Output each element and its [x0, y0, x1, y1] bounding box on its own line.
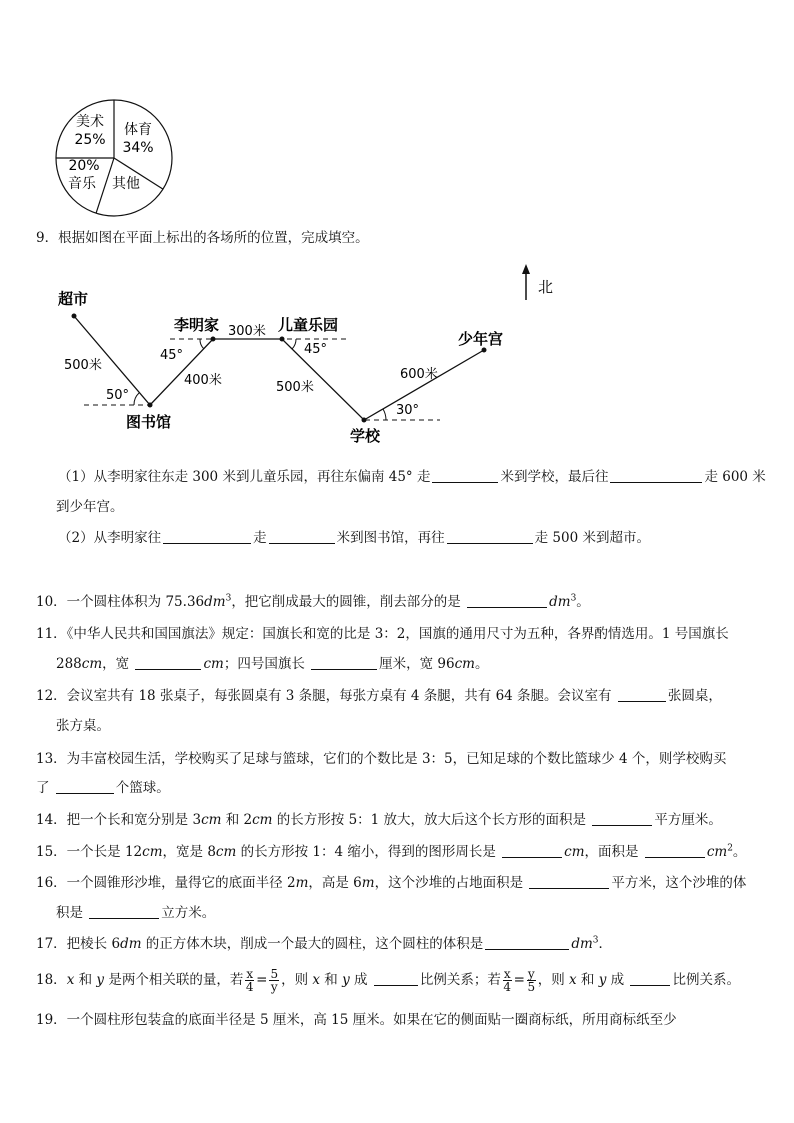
q17 [36, 934, 764, 954]
pie-label-pe: 体育 [124, 122, 152, 138]
q13-blank[interactable] [56, 779, 114, 794]
q9-sub2-text-c: 米到图书馆，再往 [336, 530, 445, 546]
q12-text-c: 张方桌。 [56, 718, 110, 734]
north-label: 北 [538, 278, 554, 296]
q18-frac-3-den: 4 [503, 980, 512, 994]
q17-text-a: 17．把棱长 6 [36, 936, 121, 952]
q18-frac-2-den: y [270, 980, 278, 994]
q17-unit-1: dm [120, 936, 142, 952]
q10-unit-2: dm [549, 594, 571, 610]
q13-text-a: 13．为丰富校园生活，学校购买了足球与篮球，它们的个数比是 3：5，已知足球的个数比篮球少 4 个，则学校购买 [36, 751, 727, 767]
q15-text-b: ，宽是 8 [162, 844, 216, 860]
q16-line2 [56, 903, 764, 923]
point-supermarket [72, 314, 77, 319]
angle-30: 30° [396, 403, 420, 418]
q9-number: 9． [36, 230, 59, 246]
q18-frac-1-den: 4 [245, 980, 254, 994]
q12-line2 [56, 716, 764, 736]
q18-text-d: ，则 [281, 972, 313, 988]
q18-var-x-2: x [312, 972, 320, 988]
q15-text-e: 。 [732, 844, 747, 860]
q18-frac-3 [503, 968, 512, 993]
q18-var-y-2: y [342, 972, 350, 988]
q10-exp-1: 3 [225, 593, 232, 604]
q18-frac-4-den: 5 [527, 980, 536, 994]
q15-text-d: ，面积是 [584, 844, 643, 860]
q18-text-c: 是两个相关联的量，若 [104, 972, 244, 988]
angle-arc-30 [383, 409, 386, 420]
q18-text-g: 比例关系。 [672, 972, 740, 988]
q18-frac-1 [245, 968, 254, 993]
q18 [36, 967, 764, 993]
point-palace [482, 348, 487, 353]
q15-blank-2[interactable] [645, 843, 705, 858]
label-school: 学校 [350, 427, 381, 445]
q17-text-c: ． [598, 936, 612, 952]
q11-blank-2[interactable] [311, 655, 377, 670]
q10-blank[interactable] [467, 593, 547, 608]
q9-sub2-text-a: （2）从李明家往 [58, 530, 162, 546]
q19-text-a: 19．一个圆柱形包装盒的底面半径是 5 厘米，高 15 厘米。如果在它的侧面贴一圈商标纸，所用商标纸至少 [36, 1012, 677, 1028]
q14 [36, 810, 764, 830]
point-library [148, 403, 153, 408]
point-school [362, 418, 367, 423]
q11-unit-1: cm [81, 656, 103, 672]
q18-eq-2: = [513, 972, 525, 988]
q15-blank-1[interactable] [502, 843, 562, 858]
q9-sub2-blank-3[interactable] [447, 529, 533, 544]
q18-eq-1: = [256, 972, 268, 988]
dist-school-palace: 600米 [400, 367, 438, 382]
q9-sub2-blank-1[interactable] [163, 529, 251, 544]
q15-text-a: 15．一个长是 12 [36, 844, 143, 860]
angle-arc-45b [292, 339, 296, 349]
q15-unit-2: cm [215, 844, 237, 860]
q10-exp-2: 3 [570, 593, 577, 604]
q18-frac-3-num: x [503, 967, 511, 981]
angle-50: 50° [106, 388, 130, 403]
label-home: 李明家 [174, 316, 220, 334]
q18-frac-2-num: 5 [270, 967, 279, 981]
q12-text-a: 12．会议室共有 18 张桌子，每张圆桌有 3 条腿，每张方桌有 4 条腿，共有 64 条腿。会议室有 [36, 688, 616, 704]
q18-text-b-2: 和 [320, 972, 343, 988]
pie-chart [52, 92, 182, 222]
q16-text-f: 立方米。 [161, 905, 216, 921]
q16-blank-1[interactable] [529, 874, 609, 889]
q9-stem-text: 根据如图在平面上标出的各场所的位置，完成填空。 [58, 230, 369, 246]
q18-frac-2 [269, 968, 279, 993]
q9-sub1-cont [56, 497, 764, 517]
q12-blank-1[interactable] [618, 687, 666, 702]
angle-45a: 45° [160, 348, 184, 363]
q18-text-b-3: 和 [576, 972, 599, 988]
q15 [36, 842, 764, 862]
q18-var-x-3: x [569, 972, 577, 988]
q15-unit-1: cm [142, 844, 163, 860]
q17-exp: 3 [592, 935, 599, 946]
q16-text-e: 积是 [56, 905, 88, 921]
q19 [36, 1010, 764, 1030]
q17-text-b: 的正方体木块，削成一个最大的圆柱，这个圆柱的体积是 [141, 936, 484, 952]
q10-text-a: 10．一个圆柱体积为 75.36 [36, 594, 205, 610]
q14-blank[interactable] [592, 811, 652, 826]
q9-sub1-blank-1[interactable] [432, 468, 498, 483]
q14-unit-1: cm [201, 812, 222, 828]
dist-park-school: 500米 [276, 380, 314, 395]
q9-sub1-text-b: 米到学校，最后往 [500, 469, 609, 485]
q18-frac-4 [527, 968, 536, 993]
q15-unit-3: cm [564, 844, 585, 860]
q16-line1 [36, 873, 764, 893]
pie-pct-music: 20% [68, 158, 100, 174]
label-library: 图书馆 [126, 413, 172, 431]
q9-stem [36, 228, 764, 248]
label-park: 儿童乐园 [278, 316, 339, 334]
q11-text-width96: 厘米，宽 96 [379, 656, 455, 672]
q10 [36, 592, 764, 612]
q10-unit-1: dm [204, 594, 226, 610]
point-park [280, 337, 285, 342]
q18-text-f: 比例关系；若 [419, 972, 501, 988]
q11-line2 [56, 654, 764, 674]
q12-text-b: 张圆桌， [667, 688, 722, 704]
pie-label-music: 音乐 [68, 176, 96, 192]
q11-unit-2: cm [203, 656, 224, 672]
dist-supermarket-library: 500米 [64, 358, 102, 373]
q18-var-y: y [96, 972, 105, 988]
q9-sub1 [58, 467, 764, 487]
label-supermarket: 超市 [58, 290, 89, 308]
q11-num-288: 288 [56, 656, 82, 672]
location-map [50, 260, 570, 450]
q18-text-d-2: ，则 [537, 972, 569, 988]
q16-blank-2[interactable] [89, 904, 159, 919]
q9-sub2-text-b: 走 [253, 530, 267, 546]
q18-text-b: 和 [74, 972, 97, 988]
q16-text-b: ，高是 6 [308, 875, 362, 891]
q9-sub1-text-c: 走 600 米 [704, 469, 766, 485]
pie-pct-pe: 34% [122, 140, 154, 156]
q14-text-b: 和 2 [221, 812, 253, 828]
q12-line1 [36, 686, 764, 706]
q18-blank-1[interactable] [374, 971, 418, 986]
dist-library-home: 400米 [184, 373, 222, 388]
q11-text-width: ，宽 [102, 656, 134, 672]
q11-text-flag4: ；四号国旗长 [223, 656, 310, 672]
q18-frac-1-num: x [246, 967, 254, 981]
q14-unit-2: cm [252, 812, 273, 828]
q15-exp: 2 [727, 843, 733, 854]
q9-sub1-blank-2[interactable] [610, 468, 702, 483]
q9-sub2-blank-2[interactable] [269, 529, 335, 544]
q18-frac-4-num: y [527, 967, 535, 981]
q16-unit-1: m [295, 875, 309, 891]
q9-sub2 [58, 528, 764, 548]
q18-text-e: 成 [349, 972, 372, 988]
q11-unit-3: cm [454, 656, 475, 672]
q13-text-b: 了 [36, 780, 54, 796]
q14-text-a: 14．把一个长和宽分别是 3 [36, 812, 202, 828]
q11-blank-1[interactable] [135, 655, 201, 670]
q17-blank[interactable] [485, 935, 569, 950]
q13-line2 [36, 778, 764, 798]
angle-arc-50 [134, 393, 139, 405]
q9-sub2-text-d: 走 500 米到超市。 [534, 530, 650, 546]
q18-blank-2[interactable] [630, 971, 670, 986]
north-arrow-icon [522, 264, 530, 274]
point-home [211, 337, 216, 342]
pie-pct-art: 25% [74, 132, 106, 148]
q14-text-d: 平方厘米。 [654, 812, 722, 828]
q15-text-c: 的长方形按 1：4 缩小，得到的图形周长是 [236, 844, 501, 860]
q9-sub1-text-d: 到少年宫。 [56, 499, 124, 515]
pie-label-art: 美术 [76, 114, 104, 130]
q11-line1 [36, 624, 764, 644]
q13-text-c: 个篮球。 [115, 780, 170, 796]
q15-unit-4: cm [706, 844, 728, 860]
angle-arc-45a [200, 339, 204, 349]
q9-sub1-text-a: （1）从李明家往东走 300 米到儿童乐园，再往东偏南 45° 走 [58, 469, 431, 485]
q18-text-a: 18． [36, 972, 67, 988]
q13-line1 [36, 749, 764, 769]
q16-text-d: 平方米，这个沙堆的体 [611, 875, 747, 891]
q16-text-a: 16．一个圆锥形沙堆，量得它的底面半径 2 [36, 875, 296, 891]
q11-text-a: 11．《中华人民共和国国旗法》规定：国旗长和宽的比是 3：2，国旗的通用尺寸为五种，各界酌情选用。1 号国旗长 [36, 626, 729, 642]
pie-label-other: 其他 [112, 176, 140, 192]
q18-var-y-3: y [598, 972, 607, 988]
label-palace: 少年宫 [458, 330, 504, 348]
q18-var-x: x [66, 972, 75, 988]
q18-text-e-2: 成 [606, 972, 629, 988]
q10-text-b: ，把它削成最大的圆锥，削去部分的是 [231, 594, 466, 610]
q17-unit-2: dm [571, 936, 593, 952]
q16-unit-2: m [361, 875, 375, 891]
q11-text-end: 。 [474, 656, 489, 672]
dist-home-park: 300米 [228, 324, 266, 339]
angle-45b: 45° [304, 342, 328, 357]
q14-text-c: 的长方形按 5：1 放大，放大后这个长方形的面积是 [272, 812, 591, 828]
q16-text-c: ，这个沙堆的占地面积是 [374, 875, 528, 891]
q10-text-c: 。 [576, 594, 590, 610]
